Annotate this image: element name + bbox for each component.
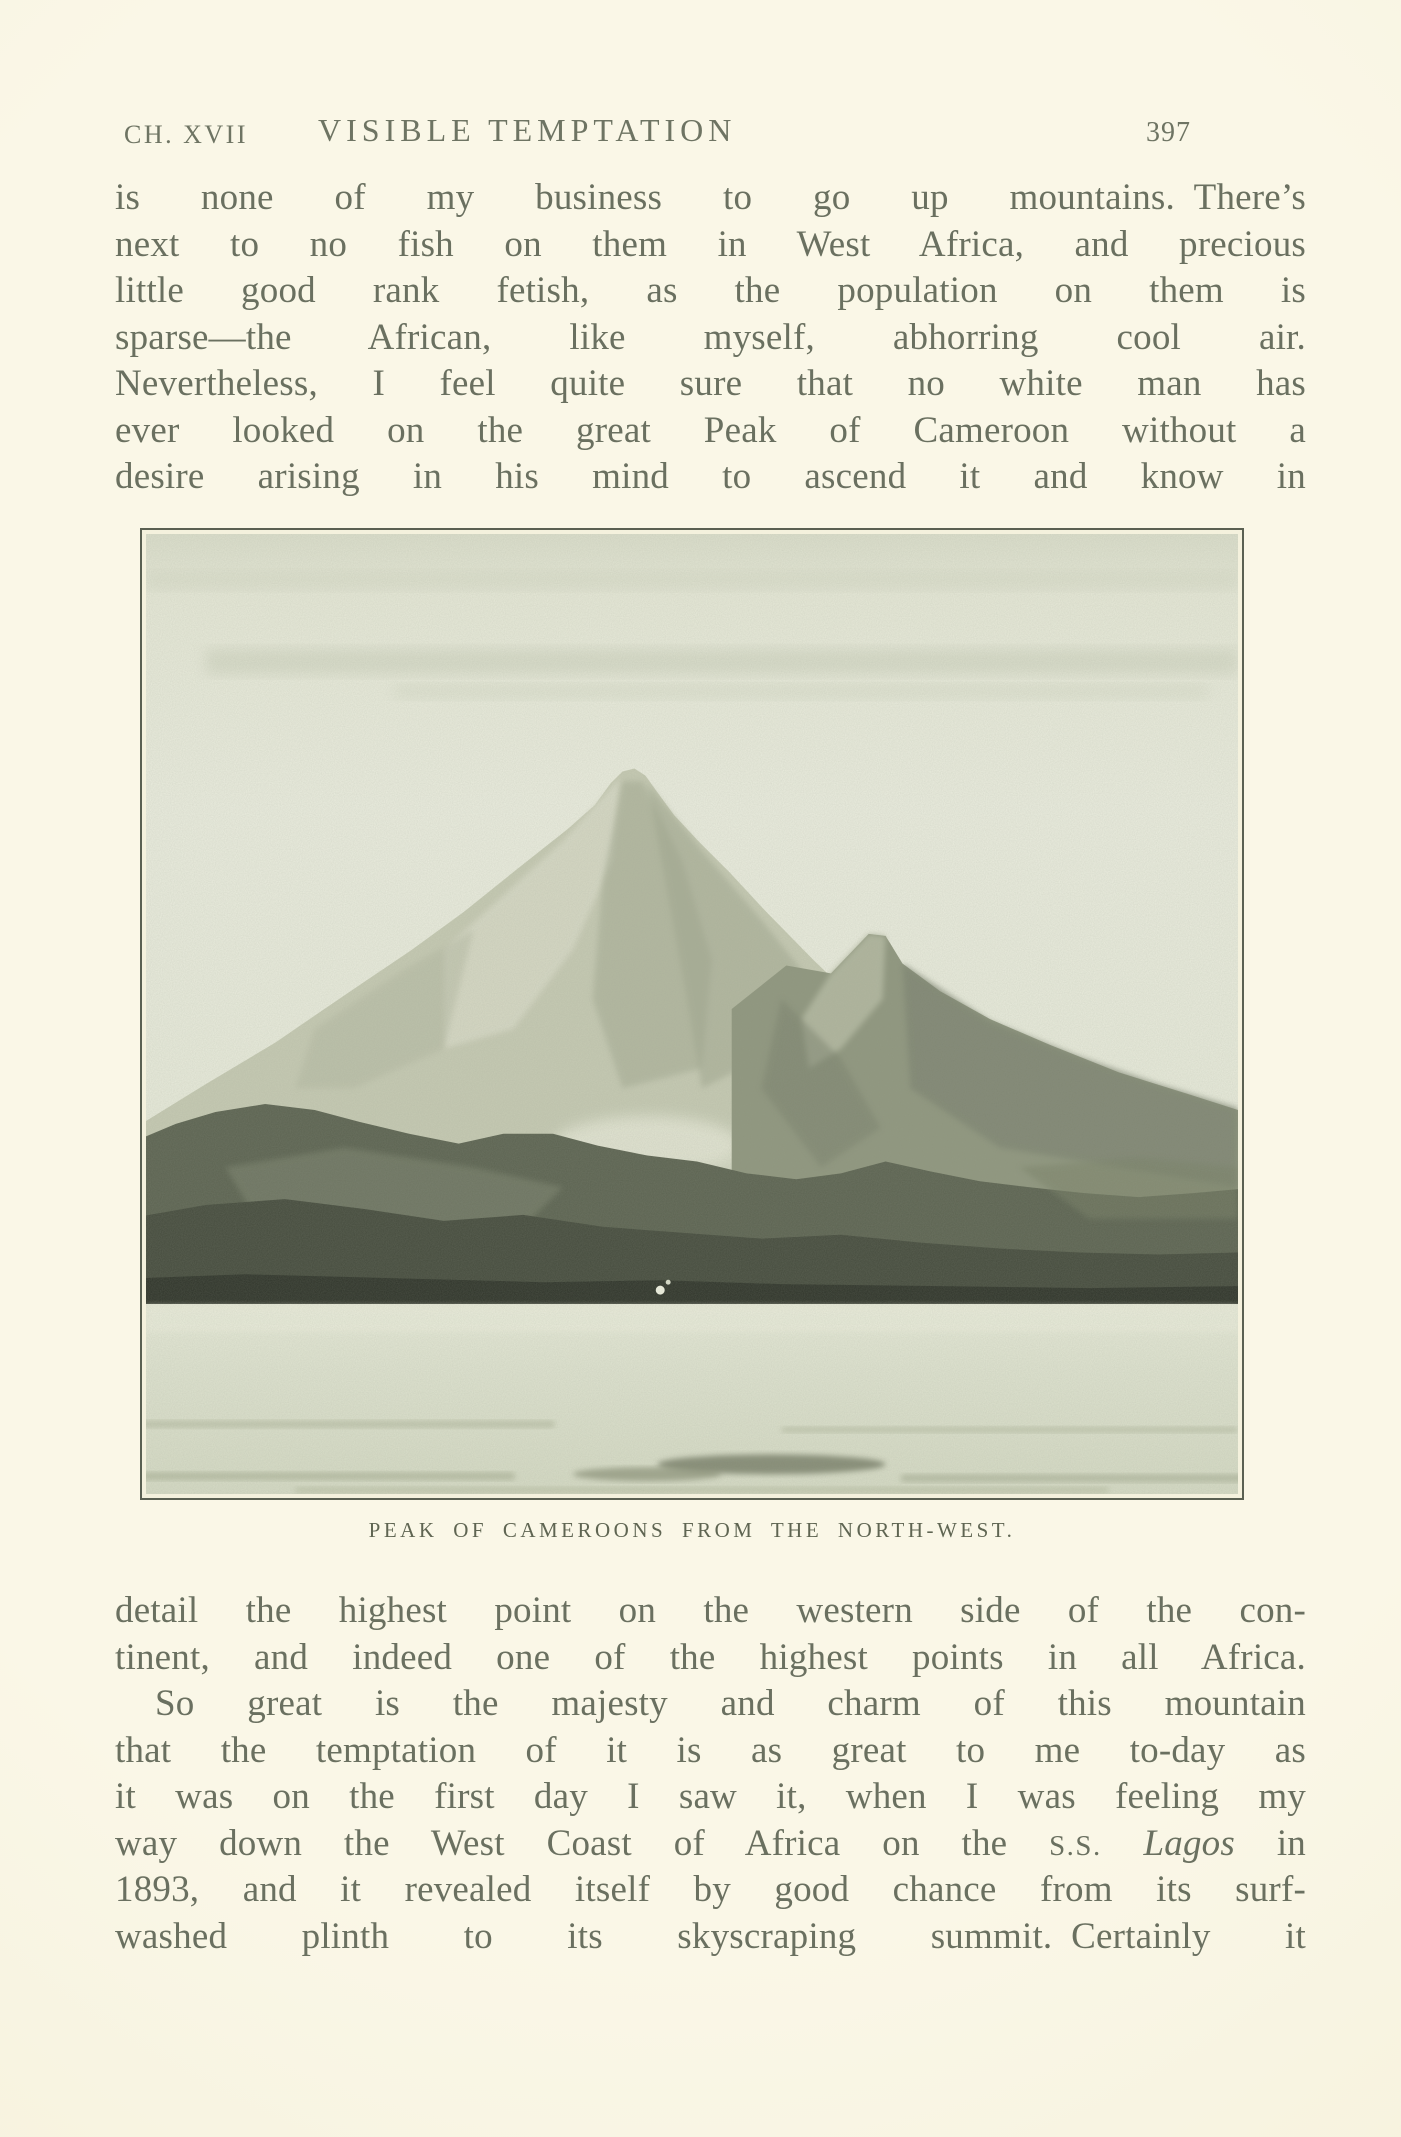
ship-line-post: in [1276, 1822, 1306, 1864]
text-line: it was on the first day I saw it, when I was feeling my [115, 1776, 1306, 1817]
text-line: little good rank fetish, as the population on them is [115, 270, 1306, 311]
vessel-prefix: S.S. [1049, 1829, 1102, 1862]
text-line: Nevertheless, I feel quite sure that no white man has [115, 363, 1306, 404]
text-line: desire arising in his mind to ascend it and know in [115, 456, 1306, 497]
halftone-grain [146, 534, 1238, 1494]
illustration-frame [140, 528, 1244, 1500]
text-line: detail the highest point on the western side of the con- [115, 1590, 1306, 1631]
figure-caption: PEAK OF CAMEROONS FROM THE NORTH-WEST. [368, 1518, 1016, 1542]
text-line: 1893, and it revealed itself by good chance from its surf- [115, 1869, 1306, 1910]
chapter-label: CH. XVII [124, 120, 248, 149]
text-line: tinent, and indeed one of the highest points in all Africa. [115, 1636, 1306, 1678]
text-line: sparse—the African, like myself, abhorring cool air. [115, 316, 1306, 358]
text-line: ever looked on the great Peak of Cameroon without a [115, 409, 1306, 451]
running-title: VISIBLE TEMPTATION [318, 112, 737, 148]
page-number: 397 [1146, 117, 1191, 148]
paragraph-top [115, 175, 1306, 501]
text-line-ship [115, 1821, 1306, 1868]
vessel-name: Lagos [1143, 1822, 1235, 1864]
text-line: that the temptation of it is as great to me to-day as [115, 1729, 1306, 1771]
text-line: So great is the majesty and charm of this mountain [155, 1683, 1306, 1724]
paragraph-bottom [115, 1588, 1306, 1960]
text-line: next to no fish on them in West Africa, and precious [115, 223, 1306, 265]
peak-of-cameroons-illustration [146, 534, 1238, 1494]
text-line: is none of my business to go up mountains. There’s [115, 177, 1306, 218]
ship-line-pre: way down the West Coast of Africa on the [115, 1822, 1008, 1864]
text-line: washed plinth to its skyscraping summit. Certainly it [115, 1915, 1306, 1957]
